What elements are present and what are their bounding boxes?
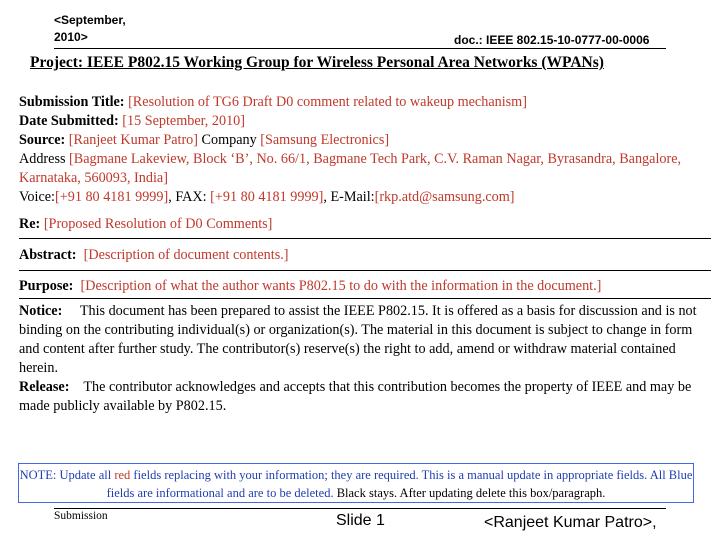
note-part3: Black stays. After updating delete this box/paragraph. (336, 486, 606, 500)
release-label: Release: (19, 379, 70, 395)
source-label: Source: (19, 132, 66, 148)
note-part2: fields replacing with your information; they are required. This is a manual update in appropriate fields. All Blue fields are informational and are to be deleted. (106, 468, 693, 500)
address-value: [Bagmane Lakeview, Block ‘B’, No. 66/1, Bagmane Tech Park, C.V. Raman Nagar, Byrasandra, Bangalore, Karnataka, 560093, India] (19, 151, 682, 186)
source-line (19, 131, 713, 150)
re-label: Re: (19, 216, 41, 232)
purpose-label: Purpose: (19, 278, 74, 294)
abstract-line (19, 246, 713, 265)
divider (19, 298, 711, 299)
abstract-label: Abstract: (19, 247, 77, 263)
company-label: Company (201, 132, 257, 148)
header-date-line1: <September, (54, 13, 126, 27)
email-label: E-Mail: (330, 189, 375, 205)
re-value: [Proposed Resolution of D0 Comments] (43, 216, 273, 232)
re-line (19, 215, 713, 234)
submission-title-value: [Resolution of TG6 Draft D0 comment related to wakeup mechanism] (128, 94, 527, 110)
header-date (54, 12, 126, 46)
date-submitted-line (19, 112, 713, 131)
project-title: Project: IEEE P802.15 Working Group for Wireless Personal Area Networks (WPANs) (30, 54, 604, 71)
footer-slide-number: Slide 1 (336, 512, 385, 529)
header-doc-id: doc.: IEEE 802.15-10-0777-00-0006 (454, 33, 650, 47)
footer-author: <Ranjeet Kumar Patro>, (484, 514, 657, 531)
footer-rule (54, 508, 666, 509)
footer-submission: Submission (54, 510, 108, 522)
note-red-word: red (114, 468, 131, 482)
email-value: [rkp.atd@samsung.com] (374, 189, 515, 205)
company-value: [Samsung Electronics] (260, 132, 390, 148)
abstract-value: [Description of document contents.] (83, 247, 289, 263)
purpose-line (19, 277, 713, 296)
contact-line: Voice:[+91 80 4181 9999], FAX: [+91 80 4181 9999], E-Mail:[rkp.atd@samsung.com] (19, 189, 515, 205)
release-text: The contributor acknowledges and accepts that this contribution becomes the property of IEEE and may be made publicly available by P802.15. (19, 379, 692, 414)
date-submitted-value: [15 September, 2010] (122, 113, 246, 129)
fax-value: [+91 80 4181 9999] (210, 189, 324, 205)
submission-title-line (19, 93, 713, 112)
release-paragraph (19, 378, 713, 416)
fax-label: FAX: (175, 189, 207, 205)
address-line (19, 150, 713, 188)
date-submitted-label: Date Submitted: (19, 113, 119, 129)
notice-text: This document has been prepared to assist the IEEE P802.15. It is offered as a basis for discussion and is not binding on the contributing individual(s) or organization(s). The material in this document is subject to change in form and content after further study. The contributor(s) reserve(s) the right to add, amend or withdraw material contained herein. (19, 303, 697, 376)
notice-label: Notice: (19, 303, 63, 319)
notice-block (19, 302, 713, 416)
note-part1: NOTE: Update all (19, 468, 112, 482)
divider (19, 238, 711, 239)
voice-value: [+91 80 4181 9999] (55, 189, 169, 205)
voice-label: Voice: (19, 189, 55, 205)
note-box (18, 463, 694, 503)
address-label: Address (19, 151, 66, 167)
submission-block (19, 93, 713, 207)
submission-title-label: Submission Title: (19, 94, 125, 110)
divider (19, 270, 711, 271)
header-date-line2: 2010> (54, 30, 88, 44)
header-rule (54, 48, 666, 49)
source-name: [Ranjeet Kumar Patro] (68, 132, 198, 148)
notice-paragraph (19, 302, 713, 378)
purpose-value: [Description of what the author wants P802.15 to do with the information in the document.] (80, 278, 602, 294)
